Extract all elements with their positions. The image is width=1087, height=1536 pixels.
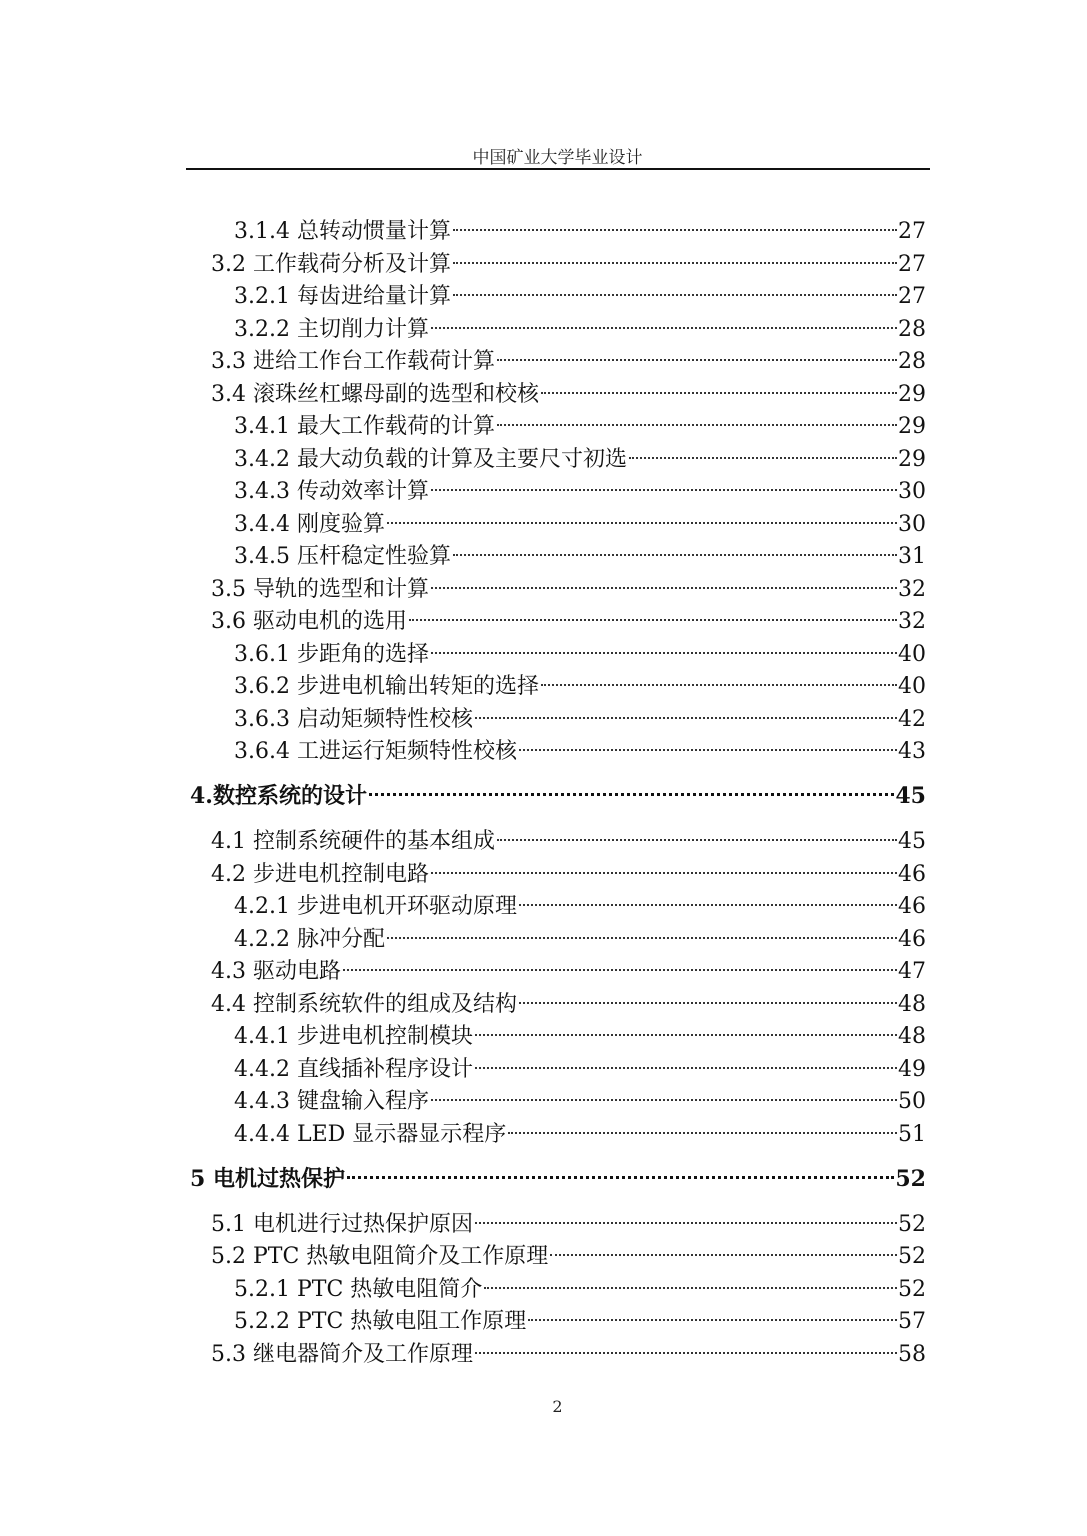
toc-entry [211,1233,926,1269]
toc-entry-title: 3.6.4 工进运行矩频特性校核 [234,739,517,764]
toc-entry-page: 48 [898,992,926,1017]
toc-entry-page: 30 [898,479,926,504]
toc-entry-page: 52 [898,1212,926,1237]
toc-dot-leader [528,1298,897,1328]
toc-entry [211,598,926,634]
toc-entry [234,306,926,342]
toc-entry-title: 3.3 进给工作台工作载荷计算 [211,349,495,374]
toc-dot-leader [475,1046,897,1076]
toc-entry-page: 27 [898,252,926,277]
toc-entry-title: 3.4.2 最大动负载的计算及主要尺寸初选 [234,447,627,472]
toc-entry [234,468,926,504]
toc-entry-page: 58 [898,1342,926,1367]
toc-entry-page: 42 [898,707,926,732]
toc-entry [234,1111,926,1147]
toc-dot-leader [519,981,897,1011]
toc-entry-title: 4.3 驱动电路 [211,959,341,984]
toc-entry-page: 46 [898,862,926,887]
toc-dot-leader [541,663,897,693]
toc-entry [211,241,926,277]
toc-dot-leader [497,338,897,368]
toc-entry-page: 29 [898,447,926,472]
toc-entry [211,1331,926,1367]
toc-dot-leader [369,773,894,803]
toc-dot-leader [347,1156,894,1186]
toc-dot-leader [475,1331,897,1361]
toc-entry-title: 3.1.4 总转动惯量计算 [234,219,451,244]
toc-dot-leader [453,208,897,238]
toc-dot-leader [387,916,897,946]
toc-entry-title: 3.2.2 主切削力计算 [234,317,429,342]
toc-entry-title: 3.6 驱动电机的选用 [211,609,407,634]
toc-entry [211,566,926,602]
toc-entry-page: 46 [898,894,926,919]
toc-entry [234,1046,926,1082]
toc-dot-leader [541,371,897,401]
toc-dot-leader [475,696,897,726]
toc-dot-leader [453,533,897,563]
toc-dot-leader [629,436,897,466]
toc-entry-page: 43 [898,739,926,764]
toc-entry-page: 46 [898,927,926,952]
page-number: 2 [552,1397,563,1416]
toc-entry-page: 28 [898,317,926,342]
toc-entry-title: 4.4 控制系统软件的组成及结构 [211,992,517,1017]
toc-dot-leader [453,241,897,271]
toc-dot-leader [550,1233,897,1263]
toc-dot-leader [431,468,897,498]
toc-entry-page: 29 [898,414,926,439]
toc-dot-leader [508,1111,897,1141]
toc-entry-page: 52 [898,1244,926,1269]
toc-entry [234,436,926,472]
toc-dot-leader [431,306,897,336]
toc-entry-page: 50 [898,1089,926,1114]
toc-entry-page: 52 [895,1166,926,1192]
toc-entry-title: 3.6.1 步距角的选择 [234,642,429,667]
toc-entry-title: 5.3 继电器简介及工作原理 [211,1342,473,1367]
toc-dot-leader [409,598,897,628]
toc-entry-page: 40 [898,642,926,667]
toc-entry [234,663,926,699]
toc-dot-leader [431,1078,897,1108]
toc-dot-leader [453,273,897,303]
toc-entry-title: 4.4.4 LED 显示器显示程序 [234,1122,507,1147]
toc-entry-title: 5 电机过热保护 [190,1166,345,1192]
toc-dot-leader [431,631,897,661]
toc-entry [211,851,926,887]
document-header-title: 中国矿业大学毕业设计 [472,148,643,168]
toc-entry [234,631,926,667]
toc-entry-page: 31 [898,544,926,569]
toc-entry [234,883,926,919]
toc-entry-page: 29 [898,382,926,407]
toc-entry [211,338,926,374]
toc-entry [211,948,926,984]
toc-entry-title: 3.4.4 刚度验算 [234,512,385,537]
toc-entry-title: 3.2.1 每齿进给量计算 [234,284,451,309]
toc-entry [211,981,926,1017]
toc-entry-page: 27 [898,284,926,309]
toc-entry [234,728,926,764]
toc-entry-page: 28 [898,349,926,374]
toc-entry [211,371,926,407]
toc-entry [234,696,926,732]
toc-entry-page: 47 [898,959,926,984]
toc-entry [234,1298,926,1334]
toc-entry [234,1266,926,1302]
toc-entry-title: 3.4.1 最大工作载荷的计算 [234,414,495,439]
toc-entry-title: 4.1 控制系统硬件的基本组成 [211,829,495,854]
toc-entry-title: 3.4.3 传动效率计算 [234,479,429,504]
toc-dot-leader [387,501,897,531]
toc-entry-page: 27 [898,219,926,244]
toc-dot-leader [343,948,897,978]
toc-dot-leader [475,1201,897,1231]
toc-entry-title: 3.4.5 压杆稳定性验算 [234,544,451,569]
toc-entry-page: 57 [898,1309,926,1334]
toc-dot-leader [519,728,897,758]
toc-entry-page: 45 [898,829,926,854]
toc-entry-page: 32 [898,577,926,602]
toc-entry-title: 5.2.2 PTC 热敏电阻工作原理 [234,1309,527,1334]
toc-entry-page: 30 [898,512,926,537]
toc-entry-title: 4.2 步进电机控制电路 [211,862,429,887]
toc-entry-title: 5.2.1 PTC 热敏电阻简介 [234,1277,483,1302]
toc-dot-leader [431,566,897,596]
toc-entry-title: 4.数控系统的设计 [190,783,367,809]
toc-entry [234,403,926,439]
toc-entry-title: 4.2.1 步进电机开环驱动原理 [234,894,517,919]
toc-dot-leader [431,851,897,881]
toc-dot-leader [497,403,897,433]
toc-entry [234,1078,926,1114]
toc-dot-leader [497,818,897,848]
toc-entry-title: 5.1 电机进行过热保护原因 [211,1212,473,1237]
toc-entry-title: 3.6.2 步进电机输出转矩的选择 [234,674,539,699]
toc-entry [234,208,926,244]
toc-entry-title: 3.2 工作载荷分析及计算 [211,252,451,277]
toc-entry [211,818,926,854]
toc-dot-leader [475,1013,897,1043]
toc-entry-title: 3.4 滚珠丝杠螺母副的选型和校核 [211,382,539,407]
toc-entry-title: 5.2 PTC 热敏电阻简介及工作原理 [211,1244,549,1269]
toc-entry-page: 48 [898,1024,926,1049]
toc-entry-title: 4.4.2 直线插补程序设计 [234,1057,473,1082]
toc-entry-page: 40 [898,674,926,699]
toc-dot-leader [519,883,897,913]
toc-entry-page: 51 [898,1122,926,1147]
toc-entry [190,1156,926,1192]
toc-entry [234,273,926,309]
toc-entry [234,916,926,952]
toc-entry-page: 45 [895,783,926,809]
toc-entry [190,773,926,809]
toc-entry-title: 4.4.3 键盘输入程序 [234,1089,429,1114]
toc-entry [234,533,926,569]
toc-entry [211,1201,926,1237]
toc-entry-title: 3.5 导轨的选型和计算 [211,577,429,602]
toc-entry [234,501,926,537]
toc-entry-page: 49 [898,1057,926,1082]
toc-entry-page: 52 [898,1277,926,1302]
toc-dot-leader [484,1266,897,1296]
toc-entry-title: 3.6.3 启动矩频特性校核 [234,707,473,732]
toc-entry-page: 32 [898,609,926,634]
toc-entry [234,1013,926,1049]
toc-entry-title: 4.4.1 步进电机控制模块 [234,1024,473,1049]
toc-entry-title: 4.2.2 脉冲分配 [234,927,385,952]
